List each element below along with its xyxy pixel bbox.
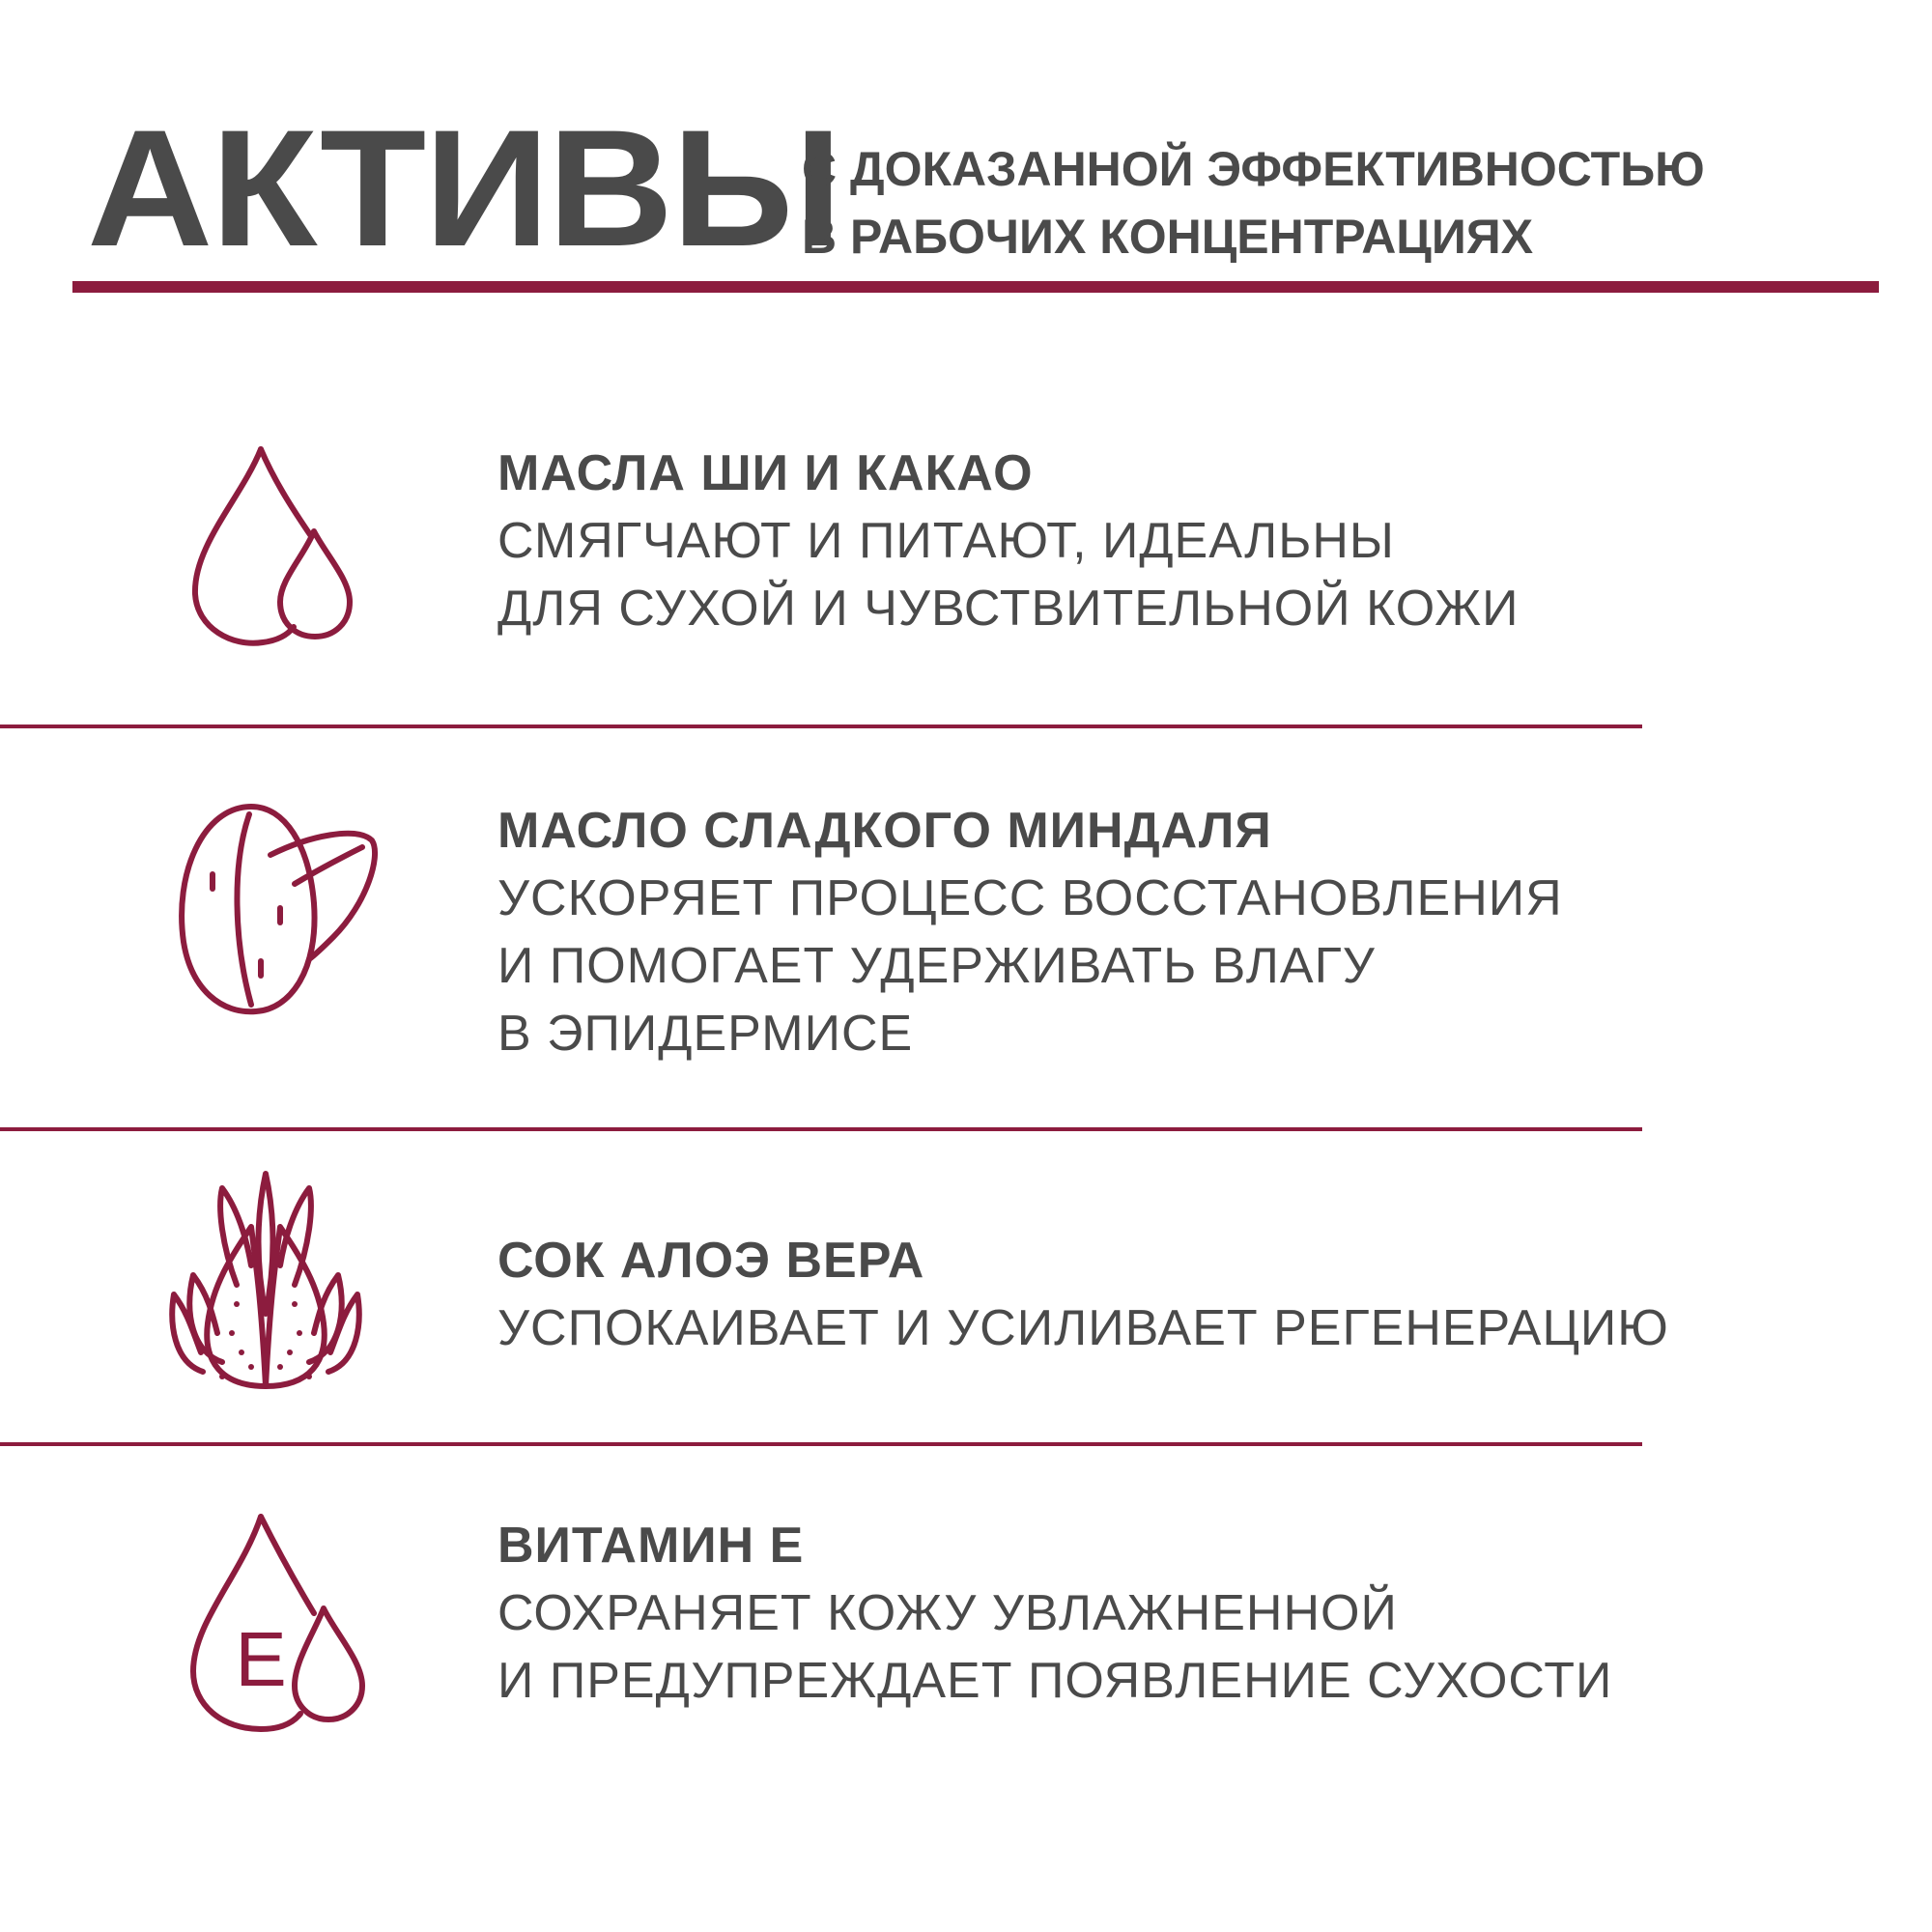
- item-title: МАСЛО СЛАДКОГО МИНДАЛЯ: [497, 803, 1272, 859]
- subtitle-line-1: С ДОКАЗАННОЙ ЭФФЕКТИВНОСТЬЮ: [802, 142, 1705, 196]
- page-title: АКТИВЫ: [87, 96, 840, 281]
- item-desc-line: И ПОМОГАЕТ УДЕРЖИВАТЬ ВЛАГУ: [497, 938, 1376, 994]
- item-text: [497, 797, 1563, 1067]
- section-divider: [0, 1127, 1642, 1131]
- section-divider: [0, 1442, 1642, 1446]
- item-title: МАСЛА ШИ И КАКАО: [497, 445, 1034, 501]
- item-desc-line: И ПРЕДУПРЕЖДАЕТ ПОЯВЛЕНИЕ СУХОСТИ: [497, 1653, 1613, 1709]
- header-divider: [72, 281, 1879, 293]
- item-title: СОК АЛОЭ ВЕРА: [497, 1233, 925, 1289]
- almond-icon: [164, 797, 386, 1019]
- subtitle-line-2: В РАБОЧИХ КОНЦЕНТРАЦИЯХ: [802, 210, 1534, 264]
- item-text: [497, 440, 1519, 642]
- aloe-vera-icon: [164, 1169, 367, 1391]
- item-text: [497, 1512, 1612, 1715]
- item-title: ВИТАМИН Е: [497, 1518, 805, 1574]
- item-text: [497, 1227, 1669, 1362]
- section-divider: [0, 724, 1642, 728]
- item-desc-line: СОХРАНЯЕТ КОЖУ УВЛАЖНЕННОЙ: [497, 1585, 1398, 1641]
- item-desc-line: СМЯГЧАЮТ И ПИТАЮТ, ИДЕАЛЬНЫ: [497, 513, 1395, 569]
- vitamin-e-drop-icon: [179, 1507, 372, 1739]
- vitamin-e-letter: E: [235, 1616, 287, 1702]
- item-desc-line: В ЭПИДЕРМИСЕ: [497, 1006, 914, 1062]
- oil-drops-icon: [174, 430, 386, 642]
- page-subtitle: [802, 135, 1705, 270]
- item-desc-line: УСПОКАИВАЕТ И УСИЛИВАЕТ РЕГЕНЕРАЦИЮ: [497, 1300, 1669, 1356]
- item-desc-line: УСКОРЯЕТ ПРОЦЕСС ВОССТАНОВЛЕНИЯ: [497, 870, 1563, 926]
- header: [87, 96, 1884, 281]
- item-desc-line: ДЛЯ СУХОЙ И ЧУВСТВИТЕЛЬНОЙ КОЖИ: [497, 581, 1520, 637]
